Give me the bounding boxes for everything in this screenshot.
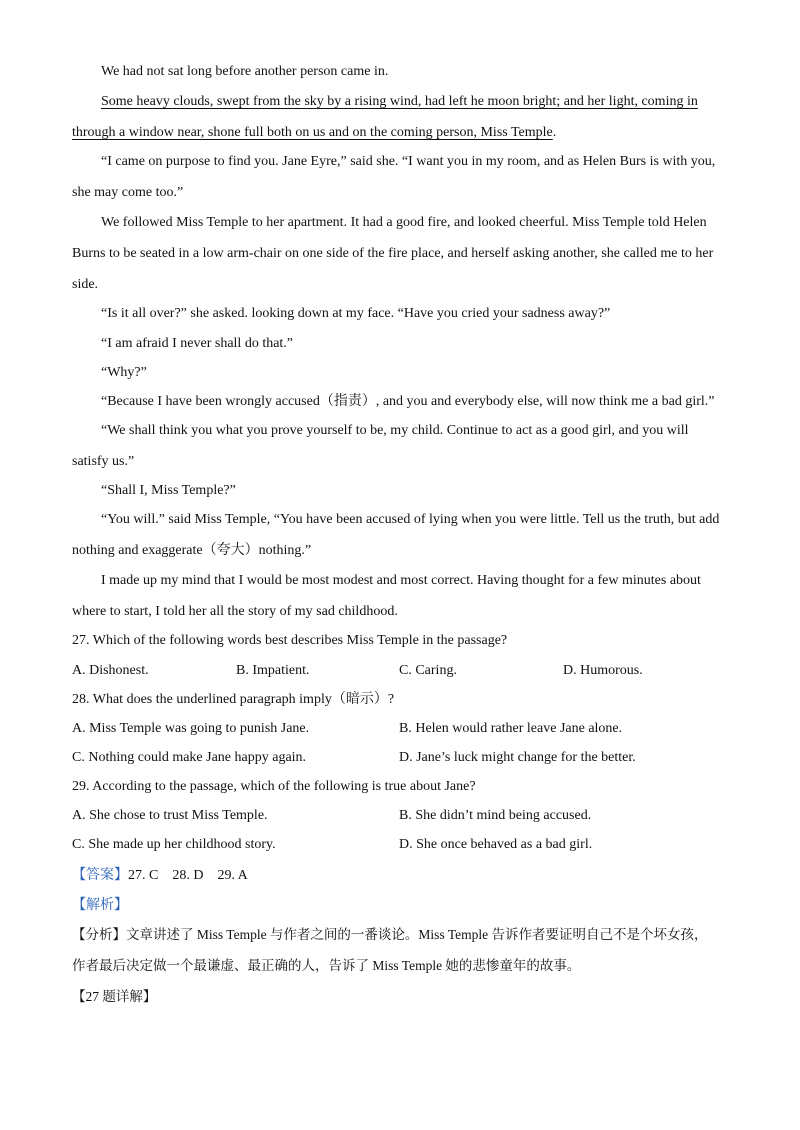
passage-paragraph-9-line-2: satisfy us.”: [72, 454, 135, 469]
passage-paragraph-6: “I am afraid I never shall do that.”: [101, 336, 294, 351]
question-29-option-a: A. She chose to trust Miss Temple.: [72, 808, 268, 823]
passage-paragraph-1: We had not sat long before another person came in.: [101, 64, 389, 79]
answer-label: 【答案】: [72, 867, 128, 883]
question-29-stem: 29. According to the passage, which of the following is true about Jane?: [72, 779, 476, 794]
passage-paragraph-10: “Shall I, Miss Temple?”: [101, 483, 236, 498]
passage-paragraph-3-line-1: “I came on purpose to find you. Jane Eyre,” said she. “I want you in my room, and as Helen Burs is with you,: [101, 154, 716, 169]
passage-paragraph-4-line-1: We followed Miss Temple to her apartment. It had a good fire, and looked cheerful. Miss Temple told Helen: [101, 215, 707, 230]
question-28-option-b: B. Helen would rather leave Jane alone.: [399, 721, 623, 736]
passage-paragraph-9-line-1: “We shall think you what you prove yourself to be, my child. Continue to act as a good girl, and you will: [101, 423, 689, 438]
question-29-option-d: D. She once behaved as a bad girl.: [399, 837, 593, 852]
passage-paragraph-8: “Because I have been wrongly accused（指责）, and you and everybody else, will now think me a bad girl.”: [101, 394, 715, 409]
analysis-summary-line-2: 作者最后决定做一个最谦虚、最正确的人，告诉了 Miss Temple 她的悲惨童年的故事。: [72, 958, 581, 973]
question-29-option-b: B. She didn’t mind being accused.: [399, 808, 592, 823]
question-27-stem: 27. Which of the following words best describes Miss Temple in the passage?: [72, 633, 508, 648]
question-28-option-a: A. Miss Temple was going to punish Jane.: [72, 721, 310, 736]
question-27-option-d: D. Humorous.: [563, 663, 643, 678]
underlined-paragraph-line-2: [72, 124, 556, 142]
analysis-label: 【解析】: [72, 897, 128, 913]
question-28-stem: 28. What does the underlined paragraph imply（暗示）?: [72, 692, 395, 707]
underlined-paragraph-line-1: Some heavy clouds, swept from the sky by a rising wind, had left he moon bright; and her light, coming in: [101, 94, 698, 109]
passage-paragraph-5: “Is it all over?” she asked. looking down at my face. “Have you cried your sadness away?”: [101, 306, 611, 321]
passage-paragraph-12-line-1: I made up my mind that I would be most modest and most correct. Having thought for a few minutes about: [101, 573, 701, 588]
question-27-option-c: C. Caring.: [399, 663, 457, 678]
passage-paragraph-7: “Why?”: [101, 365, 147, 380]
question-28-option-d: D. Jane’s luck might change for the better.: [399, 750, 636, 765]
detail-heading: 【27 题详解】: [72, 989, 157, 1004]
passage-paragraph-11-line-2: nothing and exaggerate（夸大）nothing.”: [72, 543, 312, 558]
underlined-paragraph-period: .: [552, 125, 557, 140]
question-27-option-a: A. Dishonest.: [72, 663, 149, 678]
passage-paragraph-4-line-3: side.: [72, 277, 99, 292]
analysis-summary-line-1: 【分析】文章讲述了 Miss Temple 与作者之间的一番谈论。Miss Temple 告诉作者要证明自己不是个坏女孩，: [72, 927, 708, 942]
passage-paragraph-12-line-2: where to start, I told her all the story of my sad childhood.: [72, 604, 398, 619]
underlined-paragraph-text: through a window near, shone full both on us and on the coming person, Miss Temple: [72, 125, 553, 140]
question-27-option-b: B. Impatient.: [236, 663, 310, 678]
answer-line: [72, 866, 248, 885]
answer-text: 27. C 28. D 29. A: [128, 868, 248, 883]
passage-paragraph-4-line-2: Burns to be seated in a low arm-chair on one side of the fire place, and herself asking another, she called me to her: [72, 246, 714, 261]
question-29-option-c: C. She made up her childhood story.: [72, 837, 276, 852]
passage-paragraph-3-line-2: she may come too.”: [72, 185, 184, 200]
question-28-option-c: C. Nothing could make Jane happy again.: [72, 750, 307, 765]
passage-paragraph-11-line-1: “You will.” said Miss Temple, “You have been accused of lying when you were little. Tell us the truth, but add: [101, 512, 720, 527]
